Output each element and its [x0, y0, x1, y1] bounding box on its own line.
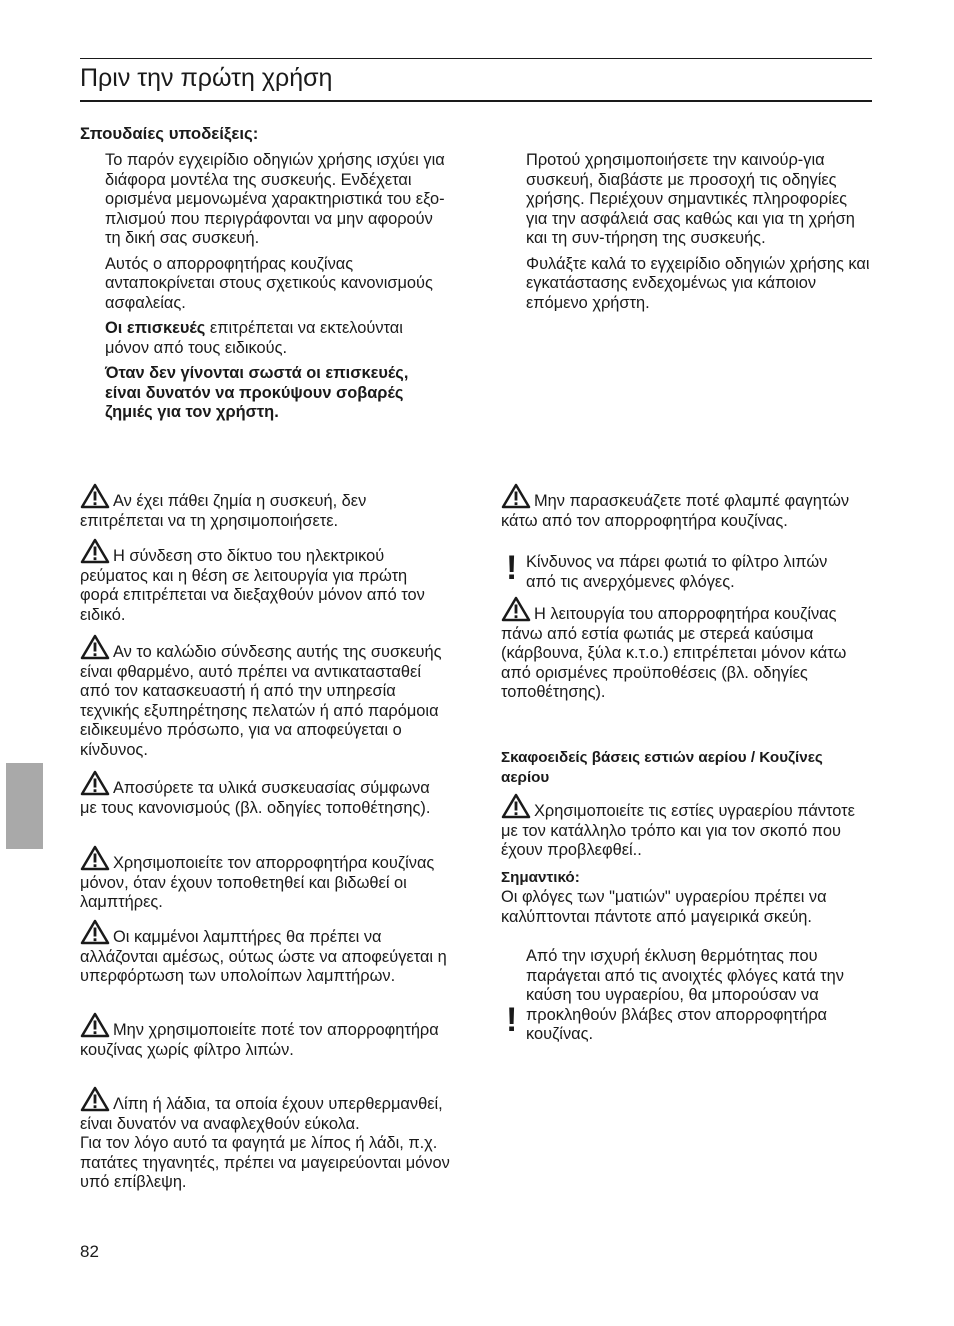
warning-item: Μην παρασκευάζετε ποτέ φλαμπέ φαγητών κάτω από τον απορροφητήρα κουζίνας.: [501, 483, 871, 531]
exclamation-icon: !: [506, 1001, 518, 1039]
warning-triangle-icon: [80, 845, 110, 871]
exclamation-note: ! Από την ισχυρή έκλυση θερμότητας που παράγεται από τις ανοιχτές φλόγες κατά την καύση του υγραερίου, θα μπορούσαν να προκληθούν βλάβες στον απορροφητήρα κουζίνας.: [506, 947, 844, 1043]
header-rule-top: [80, 58, 872, 59]
warning-triangle-icon: [80, 770, 110, 796]
warning-triangle-icon: [80, 919, 110, 945]
repairs-danger: Όταν δεν γίνονται σωστά οι επισκευές, είναι δυνατόν να προκύψουν σοβαρές ζημιές για τον χρήστη.: [105, 364, 409, 421]
warning-triangle-icon: [501, 793, 531, 819]
important-label: Σημαντικό:: [501, 869, 580, 886]
gas-heading: Σκαφοειδείς βάσεις εστιών αερίου / Κουζίνες αερίου: [501, 749, 823, 786]
page-number: 82: [80, 1242, 99, 1261]
gas-note: Οι φλόγες των "ματιών" υγραερίου πρέπει να καλύπτονται πάντοτε από μαγειρικά σκεύη.: [501, 888, 827, 926]
repairs-paragraph: [105, 319, 445, 358]
warning-item: Μην χρησιμοποιείτε ποτέ τον απορροφητήρα κουζίνας χωρίς φίλτρο λιπών.: [80, 1012, 450, 1060]
section-tab: [6, 763, 43, 849]
warning-triangle-icon: [80, 538, 110, 564]
exclamation-icon: !: [506, 549, 518, 587]
warning-triangle-icon: [80, 1086, 110, 1112]
warning-item: Αποσύρετε τα υλικά συσκευασίας σύμφωνα με τους κανονισμούς (βλ. οδηγίες τοποθέτησης).: [80, 770, 450, 818]
warning-item: Χρησιμοποιείτε τον απορροφητήρα κουζίνας μόνον, όταν έχουν τοποθετηθεί και βιδωθεί οι λαμπτήρες.: [80, 845, 450, 913]
repairs-bold: Οι επισκευές: [105, 319, 206, 337]
important-heading: Σπουδαίες υποδείξεις:: [80, 124, 259, 143]
warning-triangle-icon: [501, 483, 531, 509]
warning-triangle-icon: [80, 1012, 110, 1038]
warning-item: Αν το καλώδιο σύνδεσης αυτής της συσκευής είναι φθαρμένο, αυτό πρέπει να αντικατασταθεί από τον κατασκευαστή ή από την υπηρεσία τεχνικής εξυπηρέτησης πελατών ή από παρόμοια ειδικευμένο πρόσωπο, για να αποφεύγεται ο κίνδυνος.: [80, 634, 450, 760]
intro-paragraph: Φυλάξτε καλά το εγχειρίδιο οδηγιών χρήσης και εγκατάστασης ενδεχομένως για κάποιον επόμενο χρήστη.: [526, 254, 870, 312]
warning-triangle-icon: [80, 483, 110, 509]
warning-triangle-icon: [80, 634, 110, 660]
intro-left: [105, 151, 445, 423]
repairs-rest: επιτρέπεται να εκτελούνται μόνον από τους ειδικούς.: [105, 319, 403, 357]
warning-item: Λίπη ή λάδια, τα οποία έχουν υπερθερμανθεί, είναι δυνατόν να αναφλεχθούν εύκολα. Για τον λόγο αυτό τα φαγητά με λίπος ή λάδι, π.χ. πατάτες τηγανητές, πρέπει να μαγειρεύονται μόνον υπό επίβλεψη.: [80, 1086, 450, 1193]
intro-right: [526, 151, 872, 313]
warning-triangle-icon: [501, 596, 531, 622]
intro-paragraph: Αυτός ο απορροφητήρας κουζίνας ανταποκρίνεται στους σχετικούς κανονισμούς ασφαλείας.: [105, 254, 433, 312]
intro-paragraph: Το παρόν εγχειρίδιο οδηγιών χρήσης ισχύει για διάφορα μοντέλα της συσκευής. Ενδέχεται ορισμένα μεμονωμένα χαρακτηριστικά του εξο-πλισμού που περιγράφονται να μην αφορούν τη δική σας συσκευή.: [105, 151, 445, 247]
intro-paragraph: Προτού χρησιμοποιήσετε την καινούρ-για συσκευή, διαβάστε με προσοχή τις οδηγίες χρήσης. Περιέχουν σημαντικές πληροφορίες για την ασφάλειά σας καθώς και για τη χρήση και τη συν-τήρηση της συσκευής.: [526, 151, 855, 247]
header-rule-bottom: [80, 100, 872, 102]
warning-item: Η σύνδεση στο δίκτυο του ηλεκτρικού ρεύματος και η θέση σε λειτουργία για πρώτη φορά επιτρέπεται να διεξαχθούν μόνον από τον ειδικό.: [80, 538, 450, 625]
warning-item: Χρησιμοποιείτε τις εστίες υγραερίου πάντοτε με τον κατάλληλο τρόπο και για τον σκοπό που έχουν προβλεφθεί..: [501, 793, 871, 861]
page-title: Πριν την πρώτη χρήση: [80, 64, 333, 92]
warning-item: Η λειτουργία του απορροφητήρα κουζίνας πάνω από εστία φωτιάς με στερεά καύσιμα (κάρβουνα, ξύλα κ.τ.ο.) επιτρέπεται μόνον κάτω από ορισμένες προϋποθέσεις (βλ. οδηγίες τοποθέτησης).: [501, 596, 871, 703]
exclamation-note: ! Κίνδυνος να πάρει φωτιά το φίλτρο λιπών από τις ανερχόμενες φλόγες.: [506, 549, 828, 591]
warning-item: Οι καμμένοι λαμπτήρες θα πρέπει να αλλάζονται αμέσως, ούτως ώστε να αποφεύγεται η υπερφόρτωση των υπολοίπων λαμπτήρων.: [80, 919, 450, 987]
fat-followup: Για τον λόγο αυτό τα φαγητά με λίπος ή λάδι, π.χ. πατάτες τηγανητές, πρέπει να μαγειρεύονται μόνον υπό επίβλεψη.: [80, 1134, 450, 1191]
warning-item: Αν έχει πάθει ζημία η συσκευή, δεν επιτρέπεται να τη χρησιμοποιήσετε.: [80, 483, 450, 531]
